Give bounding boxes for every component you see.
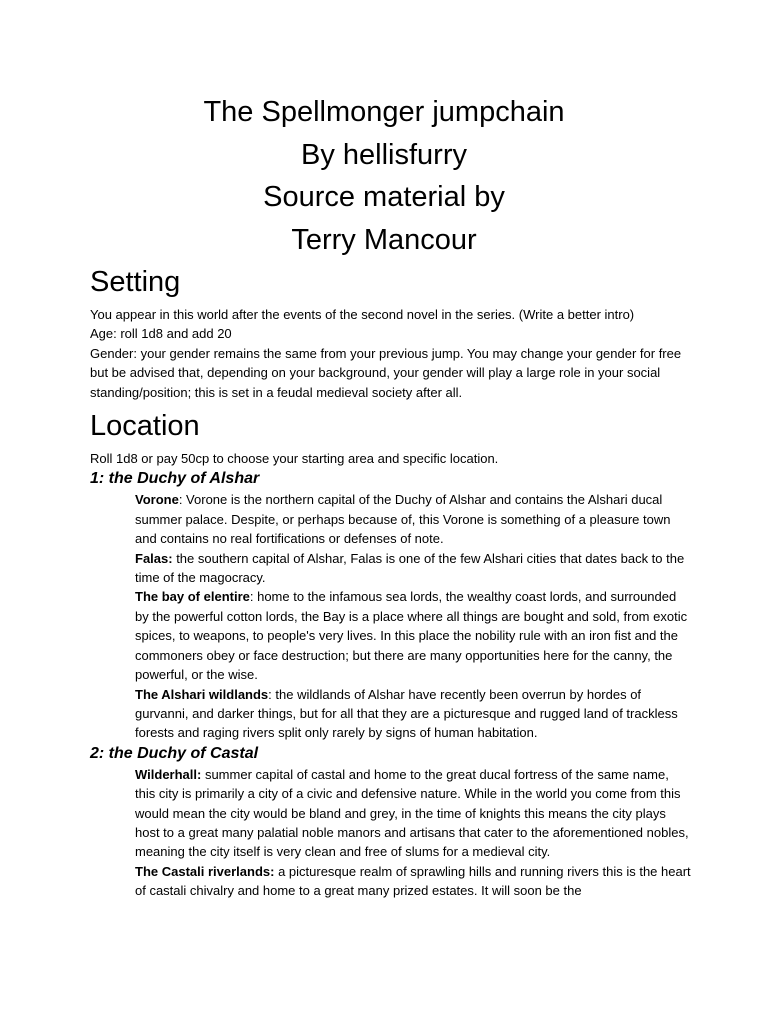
document-title	[0, 91, 768, 261]
title-line: The Spellmonger jumpchain	[203, 96, 565, 128]
entry-name: Vorone	[135, 492, 179, 508]
location-entry	[135, 765, 691, 862]
region-entries	[90, 765, 691, 901]
setting-paragraph: Age: roll 1d8 and add 20	[90, 326, 232, 342]
entry-text: the southern capital of Alshar, Falas is one of the few Alshari cities that dates back to the time of the magocracy.	[135, 550, 685, 586]
entry-name: Wilderhall:	[135, 766, 202, 782]
location-entry	[135, 587, 691, 684]
location-entry	[135, 549, 691, 588]
entry-name: The Castali riverlands:	[135, 863, 275, 879]
region-heading: 1: the Duchy of Alshar	[90, 470, 260, 488]
setting-paragraph: Gender: your gender remains the same from your previous jump. You may change your gender for free but be advised that, depending on your background, your gender will play a large role in your social standing/position; this is set in a feudal medieval society after all.	[90, 345, 682, 400]
location-entry	[135, 490, 691, 548]
entry-text: summer capital of castal and home to the great ducal fortress of the same name, this city is primarily a city of a civic and defensive nature. While in the world you come from this would mean the city would be bland and grey, in the time of knights this means the city plays host to a great many palatial noble manors and artisans that cater to the aforementioned nobles, meaning the city itself is very clean and free of slums for a medieval city.	[135, 766, 689, 860]
location-entry	[135, 862, 691, 901]
title-line: Terry Mancour	[291, 223, 477, 256]
location-intro: Roll 1d8 or pay 50cp to choose your starting area and specific location.	[90, 451, 499, 467]
entry-text: : the wildlands of Alshar have recently been overrun by hordes of gurvanni, and darker things, but for all that they are a picturesque and rugged land of trackless forests and raging rivers split only rarely by signs of human habitation.	[135, 686, 678, 741]
document-body	[90, 264, 690, 901]
entry-name: The bay of elentire	[135, 589, 250, 605]
entry-text: : home to the infamous sea lords, the wealthy coast lords, and surrounded by the powerful cotton lords, the Bay is a place where all things are bought and sold, from exotic spices, to weapons, to people's very lives. In this place the nobility rule with an iron fist and the commoners obey or face destruction; but there are many opportunities here for the canny, the powerful, or the wise.	[135, 589, 688, 683]
region-entries	[90, 490, 691, 742]
title-line: Source material by	[263, 181, 505, 213]
section-heading-setting: Setting	[90, 266, 181, 298]
entry-text: a picturesque realm of sprawling hills and running rivers this is the heart of castali chivalry and home to a great many prized estates. It will soon be the	[135, 863, 691, 899]
location-entry	[135, 685, 691, 743]
entry-text: : Vorone is the northern capital of the Duchy of Alshar and contains the Alshari ducal summer palace. Despite, or perhaps because of, this Vorone is something of a pleasure town and contains no real fortifications or defenses of note.	[135, 492, 671, 547]
section-heading-location: Location	[90, 410, 200, 443]
title-line: By hellisfurry	[301, 138, 467, 171]
setting-paragraph: You appear in this world after the events of the second novel in the series. (Write a better intro)	[90, 307, 635, 322]
region-heading: 2: the Duchy of Castal	[90, 744, 259, 762]
entry-name: Falas:	[135, 550, 173, 566]
entry-name: The Alshari wildlands	[135, 686, 269, 702]
